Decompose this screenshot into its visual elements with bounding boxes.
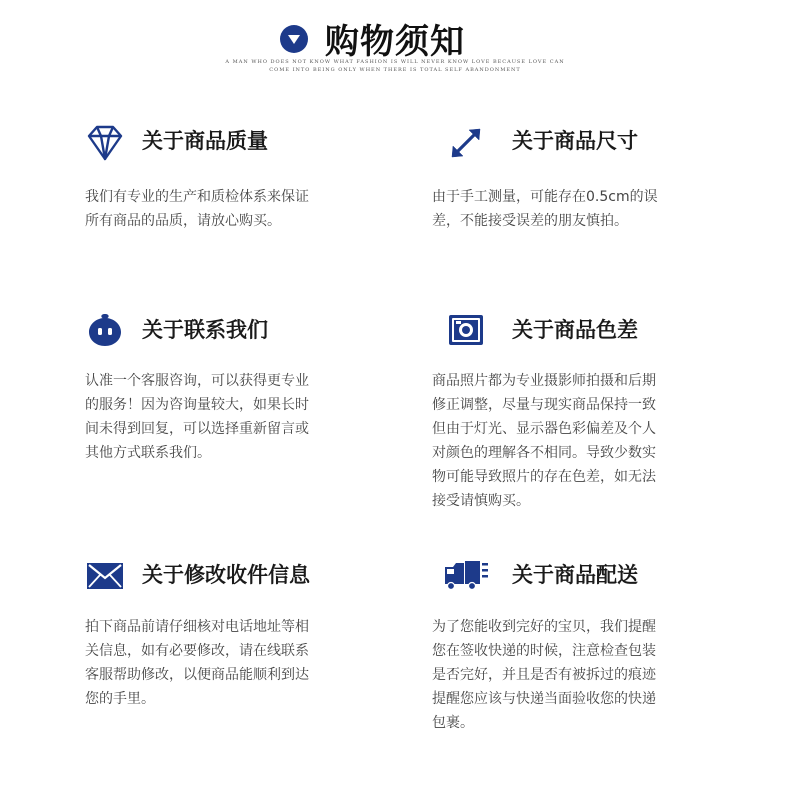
section-size (432, 123, 762, 243)
section-title: 关于商品色差 (512, 318, 638, 342)
page-header (0, 0, 790, 90)
body-line: 关信息，如有必要修改，请在线联系 (85, 643, 309, 659)
section-body (85, 369, 309, 465)
body-line: 但由于灯光、显示器色彩偏差及个人 (432, 421, 656, 437)
resize-arrow-icon (446, 123, 486, 163)
body-line: 提醒您应该与快递当面验收您的快递 (432, 691, 656, 707)
body-line: 为了您能收到完好的宝贝，我们提醒 (432, 619, 656, 635)
section-modify-info (85, 555, 415, 725)
section-quality (85, 123, 415, 243)
body-line: 商品照片都为专业摄影师拍摄和后期 (432, 373, 656, 389)
section-title: 关于联系我们 (142, 318, 268, 342)
section-title: 关于商品质量 (142, 129, 268, 153)
chevron-down-icon (280, 25, 308, 53)
body-line: 的服务！因为咨询量较大，如果长时 (85, 397, 309, 413)
section-delivery (432, 555, 762, 745)
body-line: 其他方式联系我们。 (85, 445, 211, 461)
section-body (432, 369, 656, 513)
body-line: 我们有专业的生产和质检体系来保证 (85, 189, 309, 205)
body-line: 您在签收快递的时候，注意检查包装 (432, 643, 656, 659)
body-line: 物可能导致照片的存在色差，如无法 (432, 469, 656, 485)
envelope-icon (85, 555, 125, 595)
body-line: 拍下商品前请仔细核对电话地址等相 (85, 619, 309, 635)
body-line: 由于手工测量，可能存在0.5cm的误 (432, 189, 658, 205)
body-line: 修正调整，尽量与现实商品保持一致 (432, 397, 656, 413)
page-title: 购物须知 (325, 22, 465, 62)
camera-icon (446, 310, 486, 350)
section-contact (85, 308, 415, 468)
body-line: 包裹。 (432, 715, 474, 731)
section-title: 关于商品尺寸 (512, 129, 638, 153)
section-body (85, 615, 309, 711)
section-title: 关于商品配送 (512, 563, 638, 587)
body-line: 客服帮助修改，以便商品能顺利到达 (85, 667, 309, 683)
chat-bubble-icon (85, 310, 125, 350)
body-line: 接受请慎购买。 (432, 493, 530, 509)
section-color (432, 308, 762, 518)
body-line: 认准一个客服咨询，可以获得更专业 (85, 373, 309, 389)
body-line: 对颜色的理解各不相同。导致少数实 (432, 445, 656, 461)
diamond-icon (85, 123, 125, 163)
section-body (85, 185, 309, 233)
body-line: 您的手里。 (85, 691, 155, 707)
body-line: 所有商品的品质，请放心购买。 (85, 213, 281, 229)
page-subtitle-line2: COME INTO BEING ONLY WHEN THERE IS TOTAL SELF ABANDONMENT (269, 67, 521, 73)
section-body (432, 615, 656, 735)
body-line: 间未得到回复，可以选择重新留言或 (85, 421, 309, 437)
section-title: 关于修改收件信息 (142, 563, 310, 587)
body-line: 是否完好，并且是否有被拆过的痕迹 (432, 667, 656, 683)
page-subtitle-line1: A MAN WHO DOES NOT KNOW WHAT FASHION IS WILL NEVER KNOW LOVE BECAUSE LOVE CAN (225, 59, 565, 65)
section-body (432, 185, 658, 233)
truck-icon (442, 555, 482, 595)
body-line: 差，不能接受误差的朋友慎拍。 (432, 213, 628, 229)
